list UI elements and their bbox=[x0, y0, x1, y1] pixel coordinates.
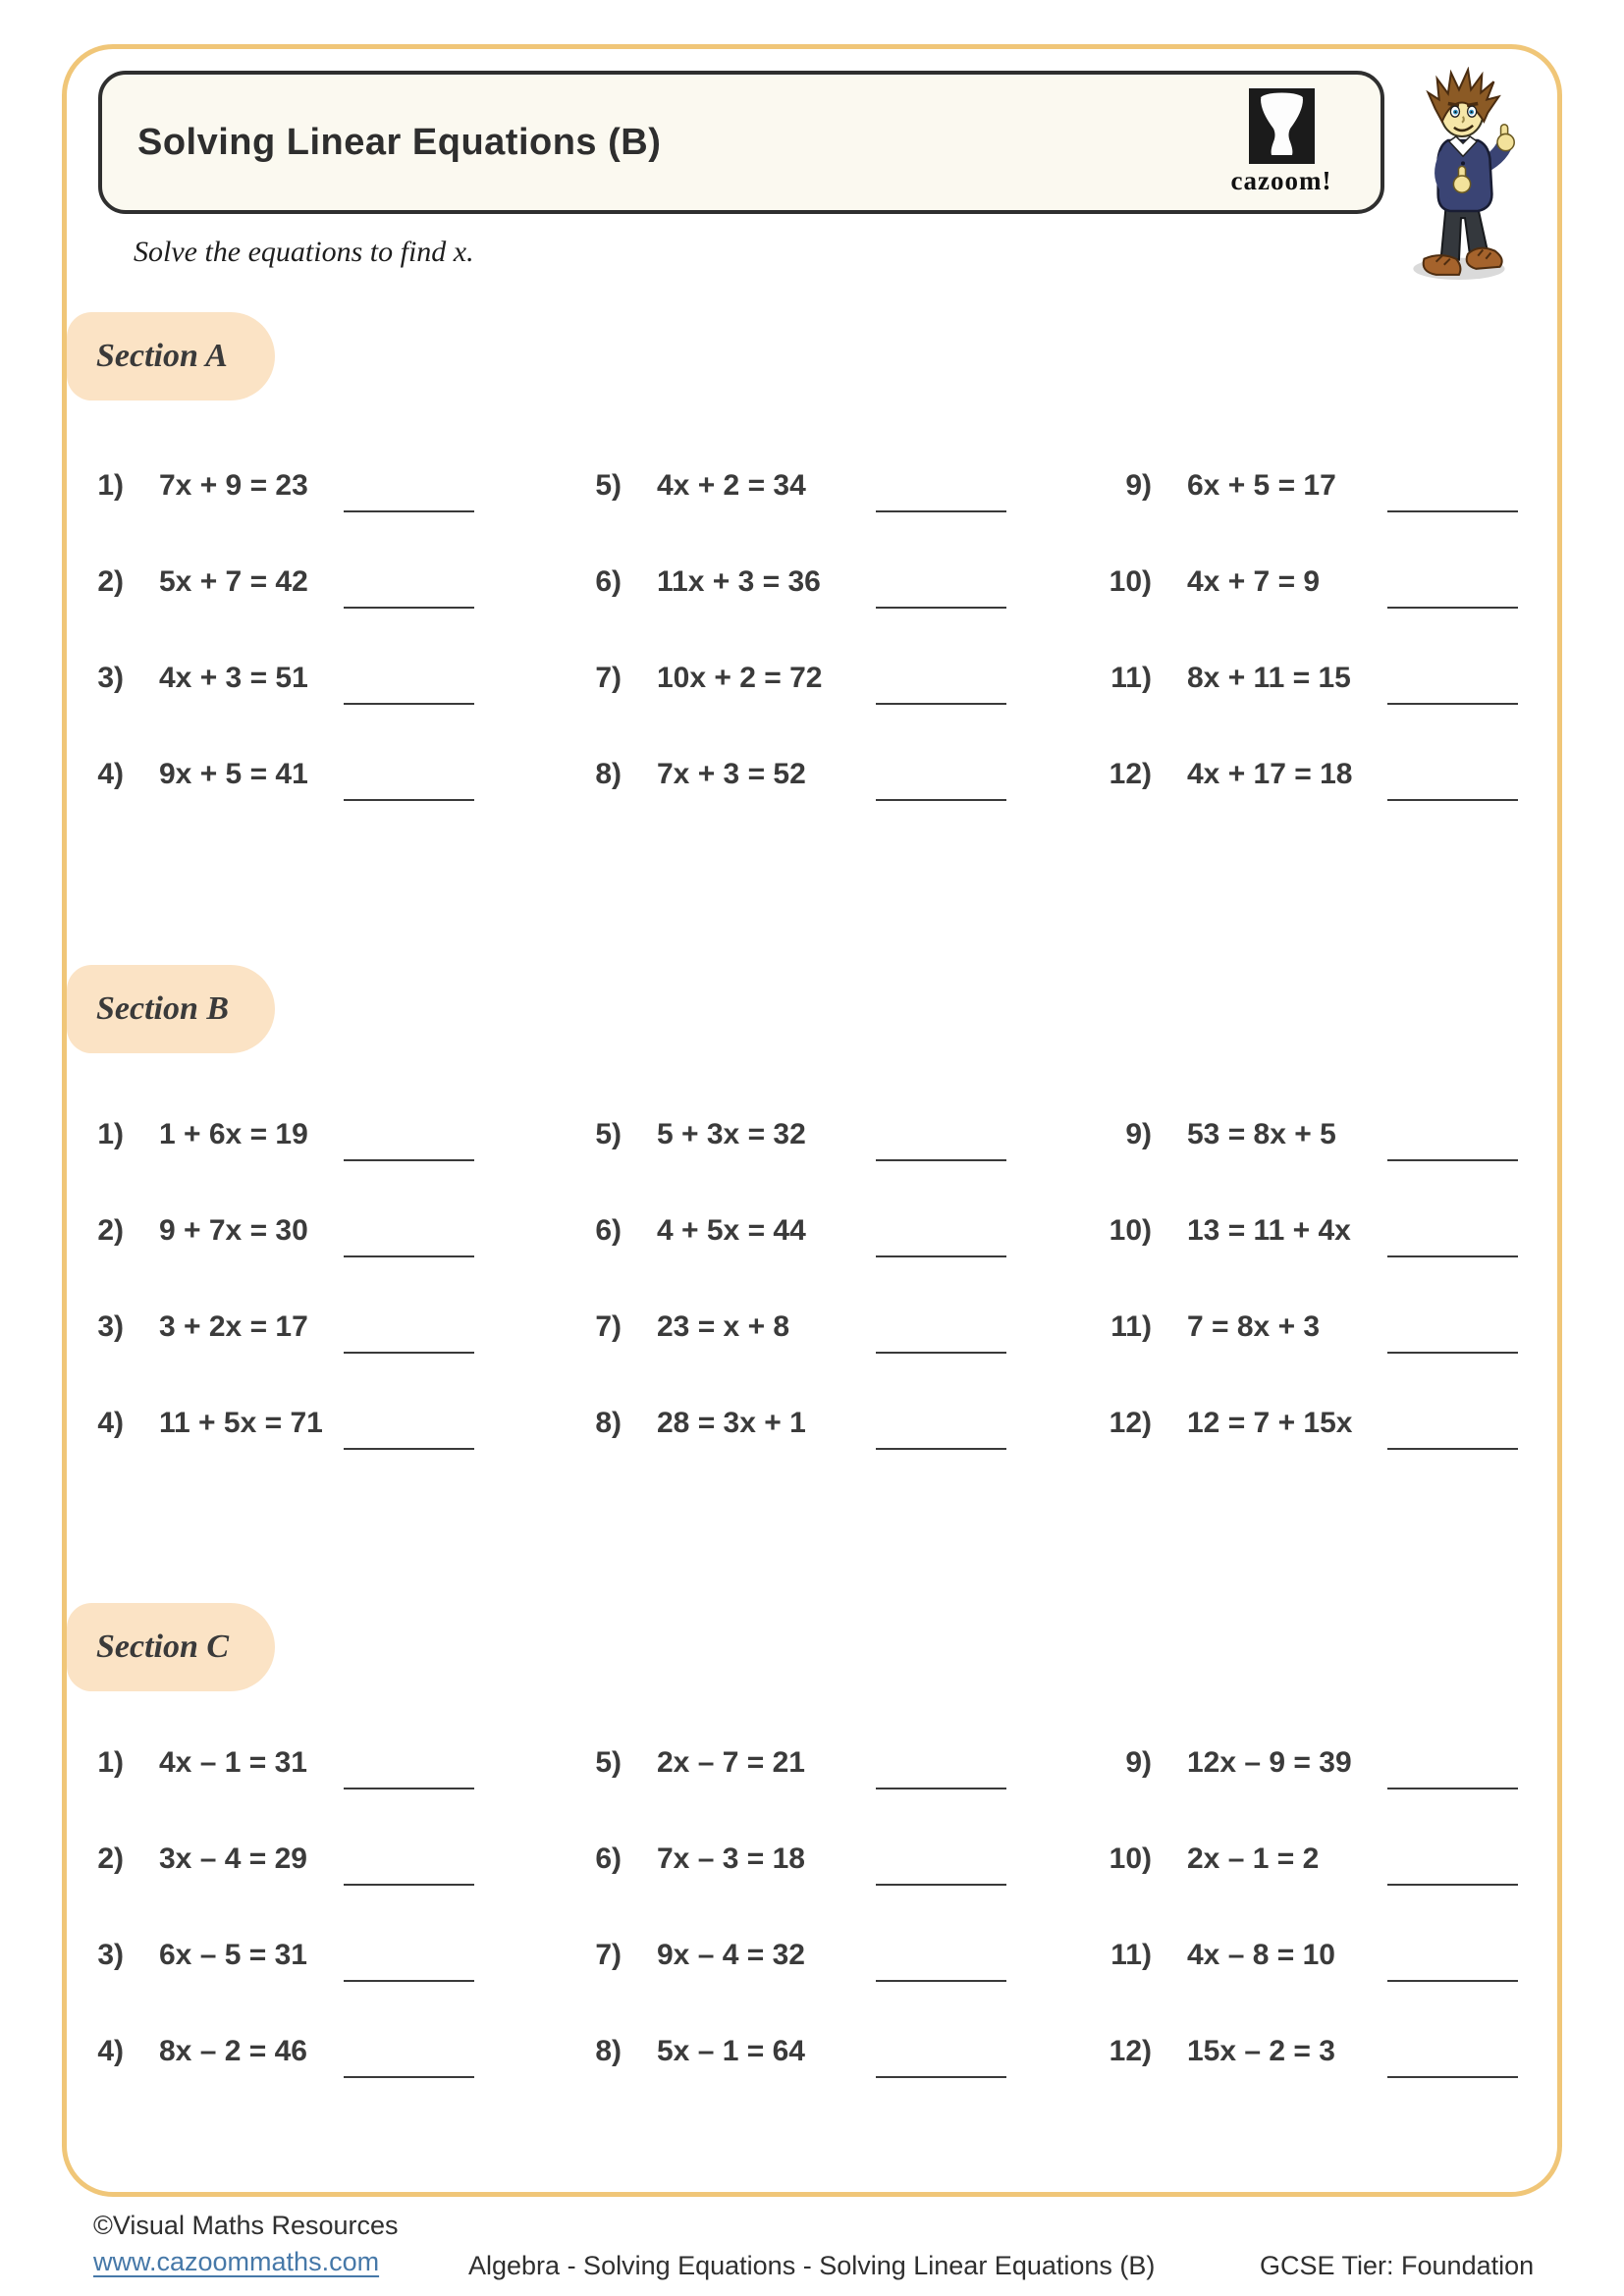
question-item bbox=[1097, 1279, 1588, 1375]
equation-text: 9x – 4 = 32 bbox=[657, 1939, 805, 1971]
answer-line bbox=[344, 1159, 474, 1161]
question-item bbox=[69, 534, 560, 630]
question-item bbox=[567, 2003, 1057, 2100]
answer-line bbox=[344, 1255, 474, 1257]
equation-text: 4x + 3 = 51 bbox=[159, 662, 308, 694]
question-item bbox=[69, 1087, 560, 1183]
equation-text: 6x – 5 = 31 bbox=[159, 1939, 307, 1971]
breadcrumb-text: Algebra - Solving Equations - Solving Linear Equations (B) bbox=[468, 2251, 1156, 2280]
equation-text: 5 + 3x = 32 bbox=[657, 1118, 806, 1150]
question-number: 1) bbox=[97, 469, 124, 502]
question-item bbox=[567, 1087, 1057, 1183]
answer-line bbox=[344, 1884, 474, 1886]
question-number: 12) bbox=[1109, 758, 1152, 790]
question-number: 4) bbox=[97, 1407, 124, 1439]
section-c-column-3 bbox=[1097, 1715, 1588, 2100]
question-number: 10) bbox=[1109, 1214, 1152, 1247]
mascot-boy-icon bbox=[1402, 67, 1522, 283]
website-link[interactable]: www.cazoommaths.com bbox=[93, 2247, 380, 2276]
question-item bbox=[1097, 1375, 1588, 1471]
answer-line bbox=[344, 1448, 474, 1450]
question-number: 8) bbox=[595, 2035, 622, 2067]
equation-text: 12x – 9 = 39 bbox=[1187, 1746, 1352, 1779]
answer-line bbox=[1387, 1448, 1518, 1450]
question-item bbox=[567, 1811, 1057, 1907]
section-label: Section C bbox=[96, 1629, 230, 1665]
answer-line bbox=[1387, 703, 1518, 705]
cazoom-goblet-icon bbox=[1249, 88, 1315, 164]
section-label: Section A bbox=[96, 338, 228, 374]
question-item bbox=[1097, 1715, 1588, 1811]
question-number: 2) bbox=[97, 565, 124, 598]
question-item bbox=[69, 726, 560, 823]
question-number: 3) bbox=[97, 662, 124, 694]
answer-line bbox=[876, 1448, 1006, 1450]
question-number: 8) bbox=[595, 758, 622, 790]
question-item bbox=[1097, 1087, 1588, 1183]
equation-text: 6x + 5 = 17 bbox=[1187, 469, 1336, 502]
equation-text: 28 = 3x + 1 bbox=[657, 1407, 806, 1439]
section-label: Section B bbox=[96, 990, 230, 1027]
question-number: 2) bbox=[97, 1842, 124, 1875]
cazoom-brand-text: cazoom! bbox=[1230, 166, 1332, 195]
question-number: 4) bbox=[97, 2035, 124, 2067]
question-item bbox=[567, 630, 1057, 726]
equation-text: 53 = 8x + 5 bbox=[1187, 1118, 1336, 1150]
equation-text: 3 + 2x = 17 bbox=[159, 1310, 308, 1343]
section-c-column-1 bbox=[69, 1715, 560, 2100]
equation-text: 7x + 9 = 23 bbox=[159, 469, 308, 502]
question-item bbox=[1097, 630, 1588, 726]
equation-text: 4x + 7 = 9 bbox=[1187, 565, 1321, 598]
question-item bbox=[69, 1183, 560, 1279]
answer-line bbox=[876, 703, 1006, 705]
equation-text: 2x – 1 = 2 bbox=[1187, 1842, 1320, 1875]
section-b-badge bbox=[67, 965, 275, 1053]
question-number: 4) bbox=[97, 758, 124, 790]
section-b-column-3 bbox=[1097, 1087, 1588, 1471]
section-a-column-1 bbox=[69, 438, 560, 823]
question-number: 11) bbox=[1110, 662, 1152, 694]
question-number: 8) bbox=[595, 1407, 622, 1439]
answer-line bbox=[876, 607, 1006, 609]
equation-text: 11 + 5x = 71 bbox=[159, 1407, 323, 1439]
question-number: 2) bbox=[97, 1214, 124, 1247]
answer-line bbox=[876, 510, 1006, 512]
question-number: 9) bbox=[1125, 1746, 1152, 1779]
answer-line bbox=[344, 2076, 474, 2078]
answer-line bbox=[1387, 1352, 1518, 1354]
equation-text: 7x – 3 = 18 bbox=[657, 1842, 805, 1875]
answer-line bbox=[344, 607, 474, 609]
section-c-badge bbox=[67, 1603, 275, 1691]
question-item bbox=[69, 438, 560, 534]
section-a-column-3 bbox=[1097, 438, 1588, 823]
answer-line bbox=[344, 799, 474, 801]
worksheet-header bbox=[98, 71, 1384, 214]
question-number: 3) bbox=[97, 1939, 124, 1971]
equation-text: 2x – 7 = 21 bbox=[657, 1746, 805, 1779]
question-item bbox=[69, 2003, 560, 2100]
question-number: 12) bbox=[1109, 1407, 1152, 1439]
question-item bbox=[1097, 438, 1588, 534]
equation-text: 8x – 2 = 46 bbox=[159, 2035, 307, 2067]
answer-line bbox=[1387, 2076, 1518, 2078]
section-b-column-2 bbox=[567, 1087, 1057, 1471]
equation-text: 7x + 3 = 52 bbox=[657, 758, 806, 790]
question-number: 6) bbox=[595, 1214, 622, 1247]
question-item bbox=[567, 534, 1057, 630]
question-item bbox=[69, 630, 560, 726]
answer-line bbox=[344, 703, 474, 705]
equation-text: 4x + 17 = 18 bbox=[1187, 758, 1353, 790]
section-c-column-2 bbox=[567, 1715, 1057, 2100]
answer-line bbox=[1387, 1980, 1518, 1982]
answer-line bbox=[1387, 1884, 1518, 1886]
question-item bbox=[69, 1375, 560, 1471]
question-item bbox=[567, 438, 1057, 534]
equation-text: 3x – 4 = 29 bbox=[159, 1842, 307, 1875]
question-number: 12) bbox=[1109, 2035, 1152, 2067]
equation-text: 10x + 2 = 72 bbox=[657, 662, 823, 694]
question-number: 10) bbox=[1109, 1842, 1152, 1875]
answer-line bbox=[876, 1255, 1006, 1257]
answer-line bbox=[876, 2076, 1006, 2078]
question-item bbox=[69, 1279, 560, 1375]
copyright-text: ©Visual Maths Resources bbox=[93, 2211, 399, 2240]
equation-text: 11x + 3 = 36 bbox=[657, 565, 821, 598]
section-a-badge bbox=[67, 312, 275, 400]
question-item bbox=[1097, 726, 1588, 823]
tier-text: GCSE Tier: Foundation bbox=[1260, 2251, 1535, 2280]
question-number: 11) bbox=[1110, 1310, 1152, 1343]
equation-text: 5x + 7 = 42 bbox=[159, 565, 308, 598]
question-item bbox=[567, 1375, 1057, 1471]
question-item bbox=[1097, 1811, 1588, 1907]
question-number: 9) bbox=[1125, 1118, 1152, 1150]
question-item bbox=[69, 1811, 560, 1907]
answer-line bbox=[1387, 510, 1518, 512]
answer-line bbox=[1387, 1788, 1518, 1789]
question-item bbox=[567, 1183, 1057, 1279]
question-number: 7) bbox=[595, 662, 622, 694]
question-item bbox=[1097, 1183, 1588, 1279]
answer-line bbox=[344, 1788, 474, 1789]
equation-text: 8x + 11 = 15 bbox=[1187, 662, 1351, 694]
equation-text: 9x + 5 = 41 bbox=[159, 758, 308, 790]
equation-text: 23 = x + 8 bbox=[657, 1310, 790, 1343]
question-item bbox=[1097, 2003, 1588, 2100]
answer-line bbox=[1387, 607, 1518, 609]
answer-line bbox=[876, 1788, 1006, 1789]
question-item bbox=[1097, 1907, 1588, 2003]
cazoom-logo bbox=[1222, 88, 1340, 196]
equation-text: 7 = 8x + 3 bbox=[1187, 1310, 1321, 1343]
answer-line bbox=[876, 1159, 1006, 1161]
question-item bbox=[69, 1715, 560, 1811]
question-number: 11) bbox=[1110, 1939, 1152, 1971]
section-b-column-1 bbox=[69, 1087, 560, 1471]
equation-text: 4x + 2 = 34 bbox=[657, 469, 806, 502]
answer-line bbox=[344, 1352, 474, 1354]
answer-line bbox=[876, 1884, 1006, 1886]
question-number: 5) bbox=[595, 469, 622, 502]
answer-line bbox=[876, 1352, 1006, 1354]
question-item bbox=[69, 1907, 560, 2003]
answer-line bbox=[876, 799, 1006, 801]
page-title: Solving Linear Equations (B) bbox=[137, 121, 662, 163]
question-number: 6) bbox=[595, 1842, 622, 1875]
answer-line bbox=[1387, 1159, 1518, 1161]
section-a-column-2 bbox=[567, 438, 1057, 823]
instruction-text: Solve the equations to find x. bbox=[134, 236, 474, 268]
question-item bbox=[567, 1715, 1057, 1811]
question-number: 1) bbox=[97, 1118, 124, 1150]
answer-line bbox=[876, 1980, 1006, 1982]
question-number: 5) bbox=[595, 1118, 622, 1150]
answer-line bbox=[344, 510, 474, 512]
equation-text: 12 = 7 + 15x bbox=[1187, 1407, 1353, 1439]
question-number: 1) bbox=[97, 1746, 124, 1779]
question-number: 7) bbox=[595, 1939, 622, 1971]
question-number: 3) bbox=[97, 1310, 124, 1343]
question-item bbox=[567, 1907, 1057, 2003]
equation-text: 4x – 8 = 10 bbox=[1187, 1939, 1335, 1971]
answer-line bbox=[1387, 1255, 1518, 1257]
question-item bbox=[567, 1279, 1057, 1375]
equation-text: 4 + 5x = 44 bbox=[657, 1214, 806, 1247]
answer-line bbox=[344, 1980, 474, 1982]
question-number: 6) bbox=[595, 565, 622, 598]
question-item bbox=[567, 726, 1057, 823]
equation-text: 15x – 2 = 3 bbox=[1187, 2035, 1335, 2067]
answer-line bbox=[1387, 799, 1518, 801]
question-item bbox=[1097, 534, 1588, 630]
question-number: 7) bbox=[595, 1310, 622, 1343]
equation-text: 9 + 7x = 30 bbox=[159, 1214, 308, 1247]
question-number: 10) bbox=[1109, 565, 1152, 598]
equation-text: 13 = 11 + 4x bbox=[1187, 1214, 1351, 1247]
question-number: 5) bbox=[595, 1746, 622, 1779]
question-number: 9) bbox=[1125, 469, 1152, 502]
equation-text: 4x – 1 = 31 bbox=[159, 1746, 307, 1779]
equation-text: 1 + 6x = 19 bbox=[159, 1118, 308, 1150]
equation-text: 5x – 1 = 64 bbox=[657, 2035, 805, 2067]
